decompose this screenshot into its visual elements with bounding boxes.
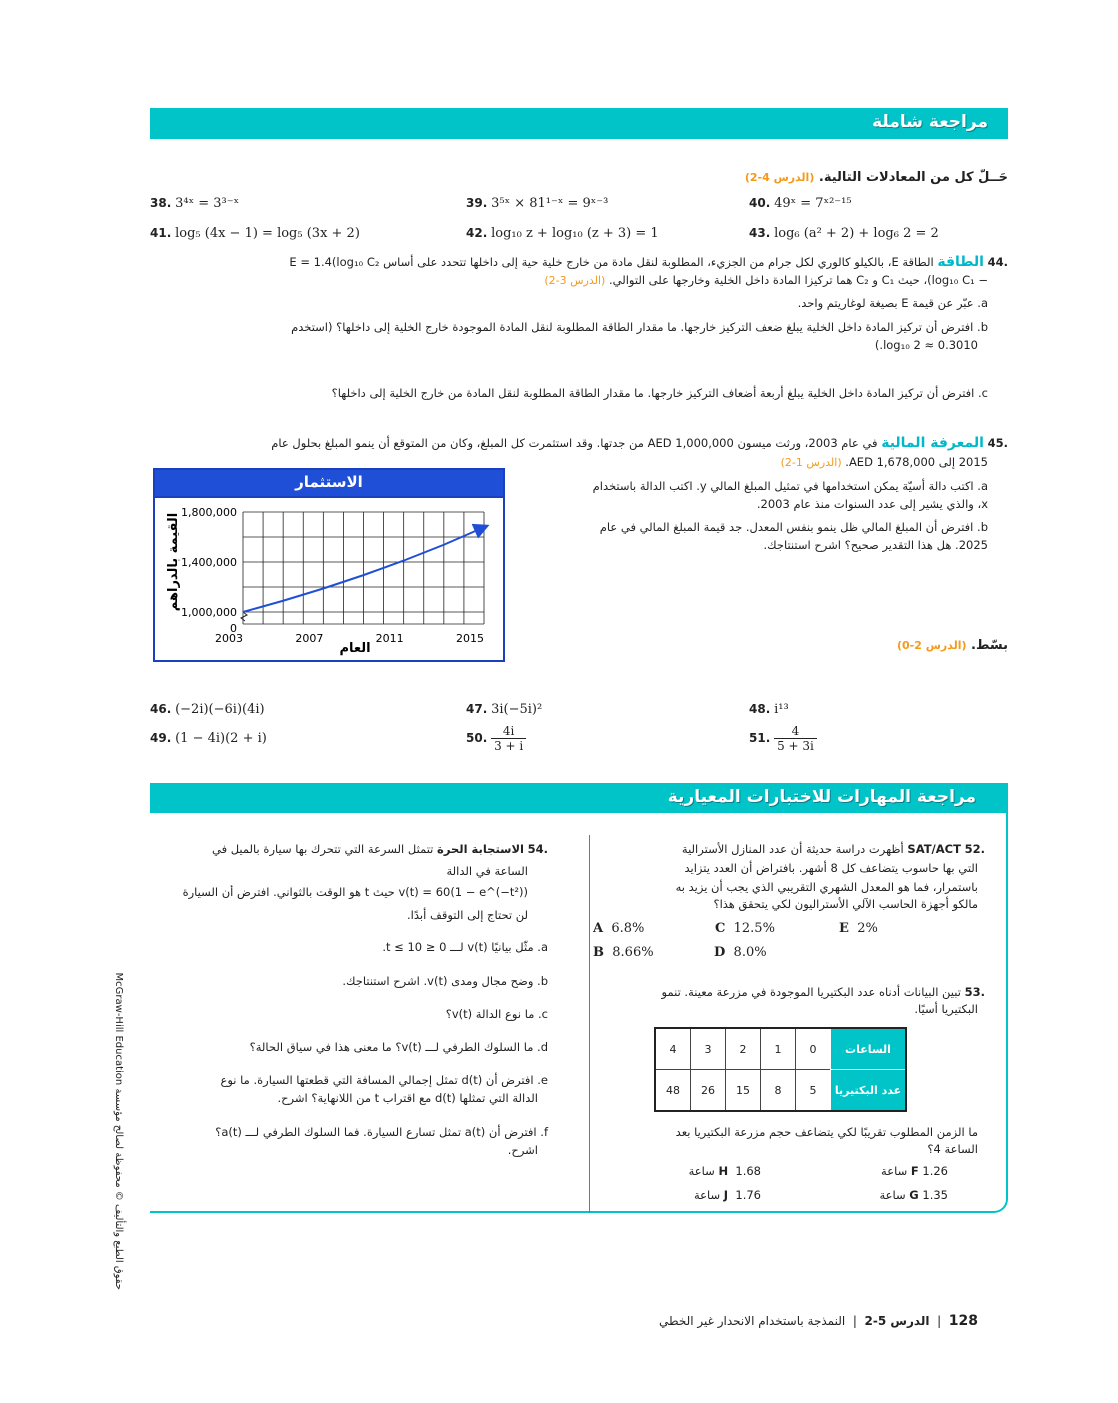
- bacteria-table: الساعات 0 1 2 3 4 عدد البكتيريا 5 8 15 26 48: [654, 1027, 907, 1112]
- exercise-46: 46. (−2i)(−6i)(4i): [150, 702, 265, 717]
- exercise-39: 39. 3⁵ˣ × 81¹⁻ˣ = 9ˣ⁻³: [466, 196, 609, 211]
- axis-break-icon: [241, 612, 247, 621]
- exercise-50: 50. $\frac{4i}{3 + i}$: [466, 724, 526, 753]
- option-c[interactable]: C 12.5%: [715, 921, 775, 936]
- y-tick-label: 0: [230, 622, 237, 635]
- column-divider: [589, 835, 590, 1213]
- lesson-ref: (الدرس 4-2): [744, 171, 815, 184]
- y-axis-label: القيمة بالدراهم: [166, 512, 181, 612]
- x-axis-label: العام: [339, 641, 371, 656]
- option-b[interactable]: B 8.66%: [593, 945, 654, 960]
- solve-instruction: حَــلّ كل من المعادلات التالية. (الدرس 4-2): [744, 170, 1008, 185]
- x-tick-label: 2011: [375, 632, 404, 645]
- option-f[interactable]: F 1.26 ساعة: [881, 1164, 948, 1178]
- option-e[interactable]: E 2%: [839, 921, 878, 936]
- y-tick-label: 1,000,000: [181, 606, 237, 619]
- option-j[interactable]: J 1.76 ساعة: [693, 1188, 761, 1202]
- exercise-38: 38. 3⁴ˣ = 3³⁻ˣ: [150, 196, 240, 211]
- exercise-40: 40. 49ˣ = 7ˣ²⁻¹⁵: [749, 196, 852, 211]
- investment-chart: [153, 468, 505, 662]
- option-h[interactable]: H 1.68 ساعة: [688, 1164, 761, 1178]
- option-d[interactable]: D 8.0%: [714, 945, 767, 960]
- exercise-41: 41. log₅ (4x − 1) = log₅ (3x + 2): [150, 226, 360, 241]
- option-a[interactable]: A 6.8%: [593, 921, 645, 936]
- exercise-42: 42. log₁₀ z + log₁₀ (z + 3) = 1: [466, 226, 659, 241]
- section-title: مراجعة شاملة: [872, 112, 988, 132]
- simplify-instruction: بسّط. (الدرس 2-0): [896, 638, 1008, 653]
- chart-title: الاستثمار: [155, 470, 503, 498]
- option-g[interactable]: G 1.35 ساعة: [879, 1188, 948, 1202]
- skills-title: مراجعة المهارات للاختبارات المعيارية: [667, 787, 976, 807]
- chart-plot: [155, 498, 503, 660]
- y-tick-label: 1,400,000: [181, 556, 237, 569]
- exercise-48: 48. i¹³: [749, 702, 789, 717]
- x-tick-label: 2007: [295, 632, 324, 645]
- textbook-page: مراجعة شاملة حَــلّ كل من المعادلات التالية. (الدرس 4-2) 38. 3⁴ˣ = 3³⁻ˣ 39. 3⁵ˣ × 81¹⁻ˣ = 9ˣ⁻³ 40. 49ˣ = 7ˣ²⁻¹⁵ 41. log₅ (4x − 1) = log₅ (3x + 2) 42. log₁₀ z + log₁₀ (z + 3) = 1 43. log₆ (a² + 2) + log₆ 2 = 2 .44 الطاقة الطاقة E، بالكيلو كالوري لكل جرام من الجزيء، المطلوبة لنقل مادة من خارج خلية حية إلى داخلها تتحدد على أساس E = 1.4(log₁₀ C₂ − log₁₀ C₁)، حيث C₁ و C₂ هما تركيزا المادة داخل الخلية وخارجها على التوالي. (الدرس 3-2) a. عبّر عن قيمة E بصيغة لوغاريتم واحد. b. افترض أن تركيز المادة داخل الخلية يبلغ ضعف التركيز خارجها. ما مقدار الطاقة المطلوبة لنقل المادة الموجودة خارج الخلية إلى داخلها؟ (استخدم log₁₀ 2 ≈ 0.3010.) c. افترض أن تركيز المادة داخل الخلية يبلغ أربعة أضعاف التركيز خارجها. ما مقدار الطاقة المطلوبة لنقل المادة من خارج الخلية إلى داخلها؟ .45 المعرفة المالية في عام 2003، ورثت ميسون AED 1,000,000 من جدتها. وقد استثمرت كل المبلغ، وكان من المتوقع أن ينمو المبلغ بحلول عام 2015 إلى AED 1,678,000. (الدرس 1-2) a. اكتب دالة أسيّة يمكن استخدامها في تمثيل المبلغ المالي y. اكتب الدالة باستخدام x، والذي يشير إلى عدد السنوات منذ عام 2003. b. افترض أن المبلغ المالي ظل ينمو بنفس المعدل. جد قيمة المبلغ المالي في عام 2025. هل هذا التقدير صحيح؟ اشرح استنتاجك. الاستثمار 1,800,000 1,400,000 1,000,000 0 2003 2007 2011 2015 العام القيمة بالدراهم بسّط. (الدرس 2-0) 46. (−2i)(−6i)(4i) 47. 3i(−5i)² 48. i¹³ 49. (1 − 4i)(2 + i) 50. $\frac{4i}{3 + i}$ 51. $\frac{4}{5 + 3i}$ مراجعة المهارات للاختبارات المعيارية .52 SAT/ACT أظهرت دراسة حديثة أن عدد المنازل الأسترالية التي بها حاسوب يتضاعف كل 8 أشهر. بافتراض أن العدد يتزايد باستمرار، فما هو المعدل الشهري التقريبي الذي يجب أن يزيد به مالكو أجهزة الحاسب الآلي الأستراليون لكي يتحقق هذا؟ A 6.8% C 12.5% E 2% B 8.66% D 8.0% .53 تبين البيانات أدناه عدد البكتيريا الموجودة في مزرعة معينة. تنمو البكتيريا أسيًا. الساعات 0 1 2 3 4 عدد البكتيريا 5 8 15 26 48 ما الزمن المطلوب تقريبًا لكي يتضاعف حجم مزرعة البكتيريا بعد الساعة 4؟ F 1.26 ساعة H 1.68 ساعة G 1.35 ساعة J 1.76 ساعة .54 الاستجابة الحرة تتمثل السرعة التي تتحرك بها سيارة بالميل في الساعة في الدالة v(t) = 60(1 − e^(−t²)) حيث t هو الوقت بالثواني. افترض أن السيارة لن تحتاج إلى التوقف أبدًا. a. مثّل بيانيًا v(t) لـــ 0 ≤ t ≤ 10. b. وضح مجال ومدى v(t). اشرح استنتاجك. c. ما نوع الدالة v(t)؟ d. ما السلوك الطرفي لـــ v(t)؟ ما معنى هذا في سياق الحالة؟ e. افترض أن d(t) تمثل إجمالي المسافة التي قطعتها السيارة. ما نوع الدالة التي تمثلها d(t) مع اقتراب t من اللانهاية؟ اشرح. f. افترض أن a(t) تمثل تسارع السيارة. فما السلوك الطرفي لـــ a(t)؟ اشرح. حقوق الطبع والتأليف © محفوظة لصالح مؤسسة McGraw-Hill Education 128 | الدرس 5-2 | النمذجة باستخدام الانحدار غير الخطي: [0, 0, 1118, 1403]
- x-tick-label: 2003: [215, 632, 243, 645]
- exercise-49: 49. (1 − 4i)(2 + i): [150, 731, 267, 746]
- x-tick-label: 2015: [456, 632, 484, 645]
- skills-header-bar: [150, 783, 1008, 813]
- page-footer: 128 | الدرس 5-2 | النمذجة باستخدام الانحدار غير الخطي: [659, 1313, 978, 1329]
- exercise-47: 47. 3i(−5i)²: [466, 702, 543, 717]
- section-header-bar: [150, 108, 1008, 139]
- exercise-43: 43. log₆ (a² + 2) + log₆ 2 = 2: [749, 226, 939, 241]
- copyright-notice: حقوق الطبع والتأليف © محفوظة لصالح مؤسسة McGraw-Hill Education: [113, 972, 124, 1290]
- exercise-51: 51. $\frac{4}{5 + 3i}$: [749, 724, 817, 753]
- y-tick-label: 1,800,000: [181, 506, 237, 519]
